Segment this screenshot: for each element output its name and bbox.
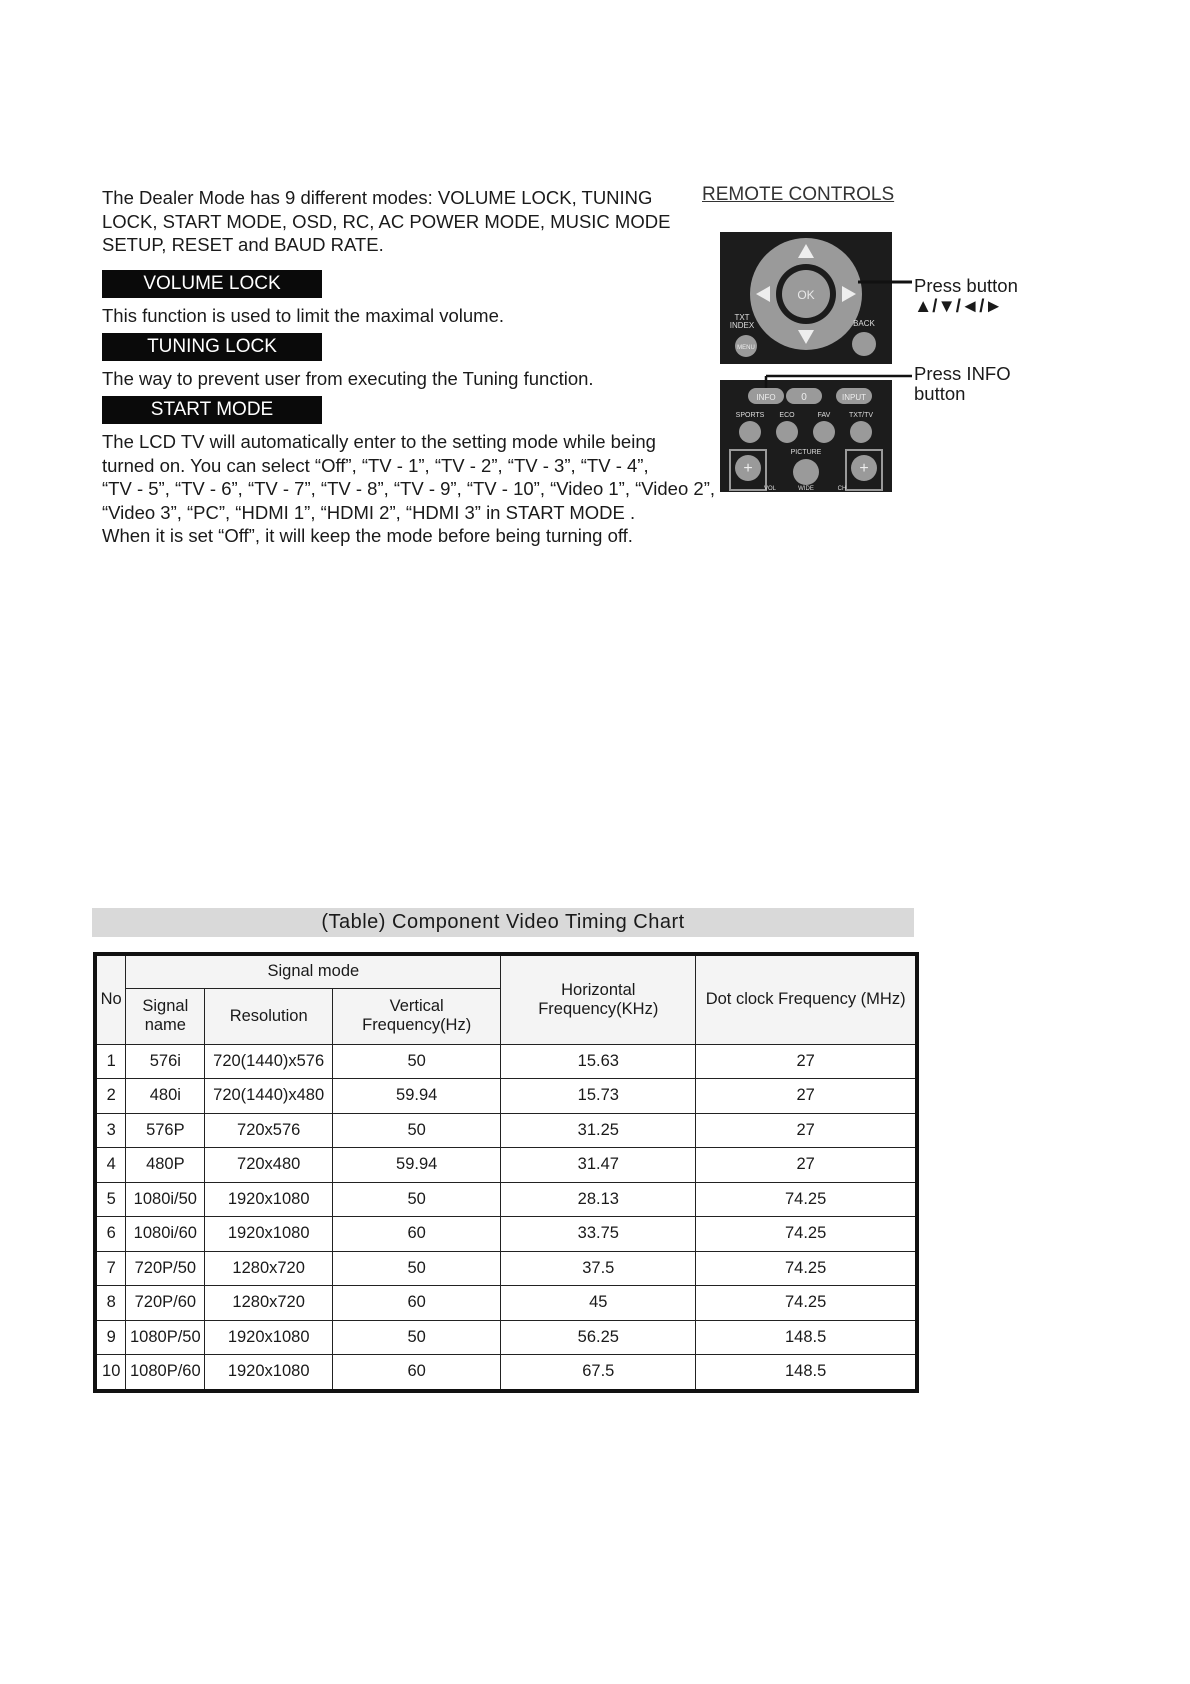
cell-no: 4 bbox=[95, 1148, 126, 1183]
cell-resolution: 720x576 bbox=[205, 1113, 333, 1148]
cell-vertical: 59.94 bbox=[333, 1148, 501, 1183]
table-row bbox=[95, 1286, 917, 1321]
header-signal-name: Signal name bbox=[126, 988, 205, 1044]
callout-info-line1: Press INFO bbox=[914, 363, 1011, 384]
ok-label: OK bbox=[797, 288, 815, 302]
cell-resolution: 1920x1080 bbox=[205, 1355, 333, 1391]
cell-horizontal: 56.25 bbox=[501, 1320, 696, 1355]
cell-no: 7 bbox=[95, 1251, 126, 1286]
wide-button bbox=[793, 459, 819, 485]
start-mode-line: When it is set “Off”, it will keep the mode before being turning off. bbox=[102, 525, 633, 546]
cell-resolution: 1280x720 bbox=[205, 1251, 333, 1286]
table-row bbox=[95, 1217, 917, 1252]
table-row bbox=[95, 1079, 917, 1114]
sports-button bbox=[739, 421, 761, 443]
plus-icon: + bbox=[859, 460, 869, 477]
section-heading-start-mode: START MODE bbox=[102, 396, 322, 424]
eco-label: ECO bbox=[779, 412, 795, 419]
txt-label: TXT bbox=[734, 313, 750, 322]
start-mode-line: “Video 3”, “PC”, “HDMI 1”, “HDMI 2”, “HDMI 3” in START MODE . bbox=[102, 501, 636, 523]
cell-dot-clock: 27 bbox=[696, 1113, 917, 1148]
cell-vertical: 60 bbox=[333, 1217, 501, 1252]
cell-resolution: 1920x1080 bbox=[205, 1320, 333, 1355]
table-row bbox=[95, 1251, 917, 1286]
picture-label: PICTURE bbox=[790, 449, 822, 456]
table-row bbox=[95, 1113, 917, 1148]
menu-label: MENU bbox=[737, 345, 755, 351]
cell-dot-clock: 74.25 bbox=[696, 1217, 917, 1252]
cell-vertical: 50 bbox=[333, 1113, 501, 1148]
cell-signal-name: 1080P/60 bbox=[126, 1355, 205, 1391]
txttv-button bbox=[850, 421, 872, 443]
cell-horizontal: 28.13 bbox=[501, 1182, 696, 1217]
cell-horizontal: 15.73 bbox=[501, 1079, 696, 1114]
callout-info-line2: button bbox=[914, 383, 966, 404]
table-caption: (Table) Component Video Timing Chart bbox=[92, 908, 914, 937]
cell-signal-name: 720P/60 bbox=[126, 1286, 205, 1321]
table-row bbox=[95, 1320, 917, 1355]
cell-no: 5 bbox=[95, 1182, 126, 1217]
cell-signal-name: 1080P/50 bbox=[126, 1320, 205, 1355]
table-row bbox=[95, 1148, 917, 1183]
cell-signal-name: 576i bbox=[126, 1044, 205, 1079]
cell-no: 1 bbox=[95, 1044, 126, 1079]
section-heading-tuning-lock: TUNING LOCK bbox=[102, 333, 322, 361]
cell-no: 3 bbox=[95, 1113, 126, 1148]
start-mode-line: The LCD TV will automatically enter to the setting mode while being bbox=[102, 431, 656, 452]
header-signal-mode: Signal mode bbox=[126, 954, 501, 988]
callout-info bbox=[914, 364, 1011, 404]
callout-dpad bbox=[914, 276, 1018, 316]
cell-signal-name: 720P/50 bbox=[126, 1251, 205, 1286]
cell-horizontal: 33.75 bbox=[501, 1217, 696, 1252]
ch-label: CH bbox=[837, 486, 847, 492]
cell-vertical: 59.94 bbox=[333, 1079, 501, 1114]
cell-vertical: 60 bbox=[333, 1355, 501, 1391]
cell-resolution: 720(1440)x576 bbox=[205, 1044, 333, 1079]
tuning-lock-description: The way to prevent user from executing the Tuning function. bbox=[102, 368, 594, 389]
cell-dot-clock: 74.25 bbox=[696, 1251, 917, 1286]
plus-icon: + bbox=[743, 460, 753, 477]
txttv-label: TXT/TV bbox=[848, 412, 874, 419]
start-mode-line: “TV - 5”, “TV - 6”, “TV - 7”, “TV - 8”, “TV - 9”, “TV - 10”, “Video 1”, “Video 2”, bbox=[102, 478, 715, 499]
cell-resolution: 1920x1080 bbox=[205, 1182, 333, 1217]
cell-signal-name: 480P bbox=[126, 1148, 205, 1183]
cell-no: 10 bbox=[95, 1355, 126, 1391]
index-label: INDEX bbox=[729, 321, 755, 330]
fav-label: FAV bbox=[817, 412, 831, 419]
vol-label: VOL bbox=[763, 486, 777, 492]
cell-dot-clock: 74.25 bbox=[696, 1286, 917, 1321]
input-label: INPUT bbox=[842, 393, 866, 402]
cell-signal-name: 480i bbox=[126, 1079, 205, 1114]
cell-vertical: 50 bbox=[333, 1251, 501, 1286]
fav-button bbox=[813, 421, 835, 443]
start-mode-description bbox=[102, 430, 715, 548]
cell-dot-clock: 27 bbox=[696, 1044, 917, 1079]
cell-dot-clock: 148.5 bbox=[696, 1355, 917, 1391]
callout-dpad-line2: ▲/▼/◄/► bbox=[914, 295, 1003, 316]
remote-controls-title: REMOTE CONTROLS bbox=[702, 184, 895, 205]
back-label: BACK bbox=[853, 319, 875, 328]
cell-no: 9 bbox=[95, 1320, 126, 1355]
back-button bbox=[852, 332, 876, 356]
cell-dot-clock: 148.5 bbox=[696, 1320, 917, 1355]
cell-horizontal: 31.25 bbox=[501, 1113, 696, 1148]
header-resolution: Resolution bbox=[205, 988, 333, 1044]
component-video-timing-table bbox=[93, 952, 919, 1393]
cell-signal-name: 1080i/50 bbox=[126, 1182, 205, 1217]
table-row bbox=[95, 1182, 917, 1217]
header-vertical-frequency: Vertical Frequency(Hz) bbox=[333, 988, 501, 1044]
header-dot-clock-frequency: Dot clock Frequency (MHz) bbox=[696, 954, 917, 1044]
cell-dot-clock: 27 bbox=[696, 1148, 917, 1183]
table-row bbox=[95, 1044, 917, 1079]
volume-lock-description: This function is used to limit the maximal volume. bbox=[102, 305, 505, 326]
wide-label: WIDE bbox=[798, 486, 814, 492]
sports-label: SPORTS bbox=[735, 412, 765, 419]
cell-signal-name: 576P bbox=[126, 1113, 205, 1148]
cell-vertical: 50 bbox=[333, 1182, 501, 1217]
section-heading-volume-lock: VOLUME LOCK bbox=[102, 270, 322, 298]
cell-dot-clock: 74.25 bbox=[696, 1182, 917, 1217]
cell-resolution: 1920x1080 bbox=[205, 1217, 333, 1252]
callout-dpad-line1: Press button bbox=[914, 275, 1018, 296]
cell-horizontal: 37.5 bbox=[501, 1251, 696, 1286]
cell-resolution: 720x480 bbox=[205, 1148, 333, 1183]
cell-horizontal: 67.5 bbox=[501, 1355, 696, 1391]
info-label: INFO bbox=[756, 393, 776, 402]
cell-vertical: 50 bbox=[333, 1320, 501, 1355]
zero-label: 0 bbox=[801, 392, 807, 403]
cell-horizontal: 31.47 bbox=[501, 1148, 696, 1183]
cell-horizontal: 45 bbox=[501, 1286, 696, 1321]
eco-button bbox=[776, 421, 798, 443]
start-mode-line: turned on. You can select “Off”, “TV - 1”, “TV - 2”, “TV - 3”, “TV - 4”, bbox=[102, 454, 649, 476]
cell-resolution: 720(1440)x480 bbox=[205, 1079, 333, 1114]
header-no: No bbox=[95, 954, 126, 1044]
cell-dot-clock: 27 bbox=[696, 1079, 917, 1114]
table-row bbox=[95, 1355, 917, 1391]
cell-resolution: 1280x720 bbox=[205, 1286, 333, 1321]
cell-no: 6 bbox=[95, 1217, 126, 1252]
header-horizontal-frequency: Horizontal Frequency(KHz) bbox=[501, 954, 696, 1044]
cell-horizontal: 15.63 bbox=[501, 1044, 696, 1079]
cell-vertical: 50 bbox=[333, 1044, 501, 1079]
dealer-mode-intro: The Dealer Mode has 9 different modes: VOLUME LOCK, TUNING LOCK, START MODE, OSD, RC, AC POWER MODE, MUSIC MODE SETUP, RESET and BAUD RATE. bbox=[102, 187, 671, 255]
cell-no: 8 bbox=[95, 1286, 126, 1321]
cell-no: 2 bbox=[95, 1079, 126, 1114]
cell-vertical: 60 bbox=[333, 1286, 501, 1321]
cell-signal-name: 1080i/60 bbox=[126, 1217, 205, 1252]
